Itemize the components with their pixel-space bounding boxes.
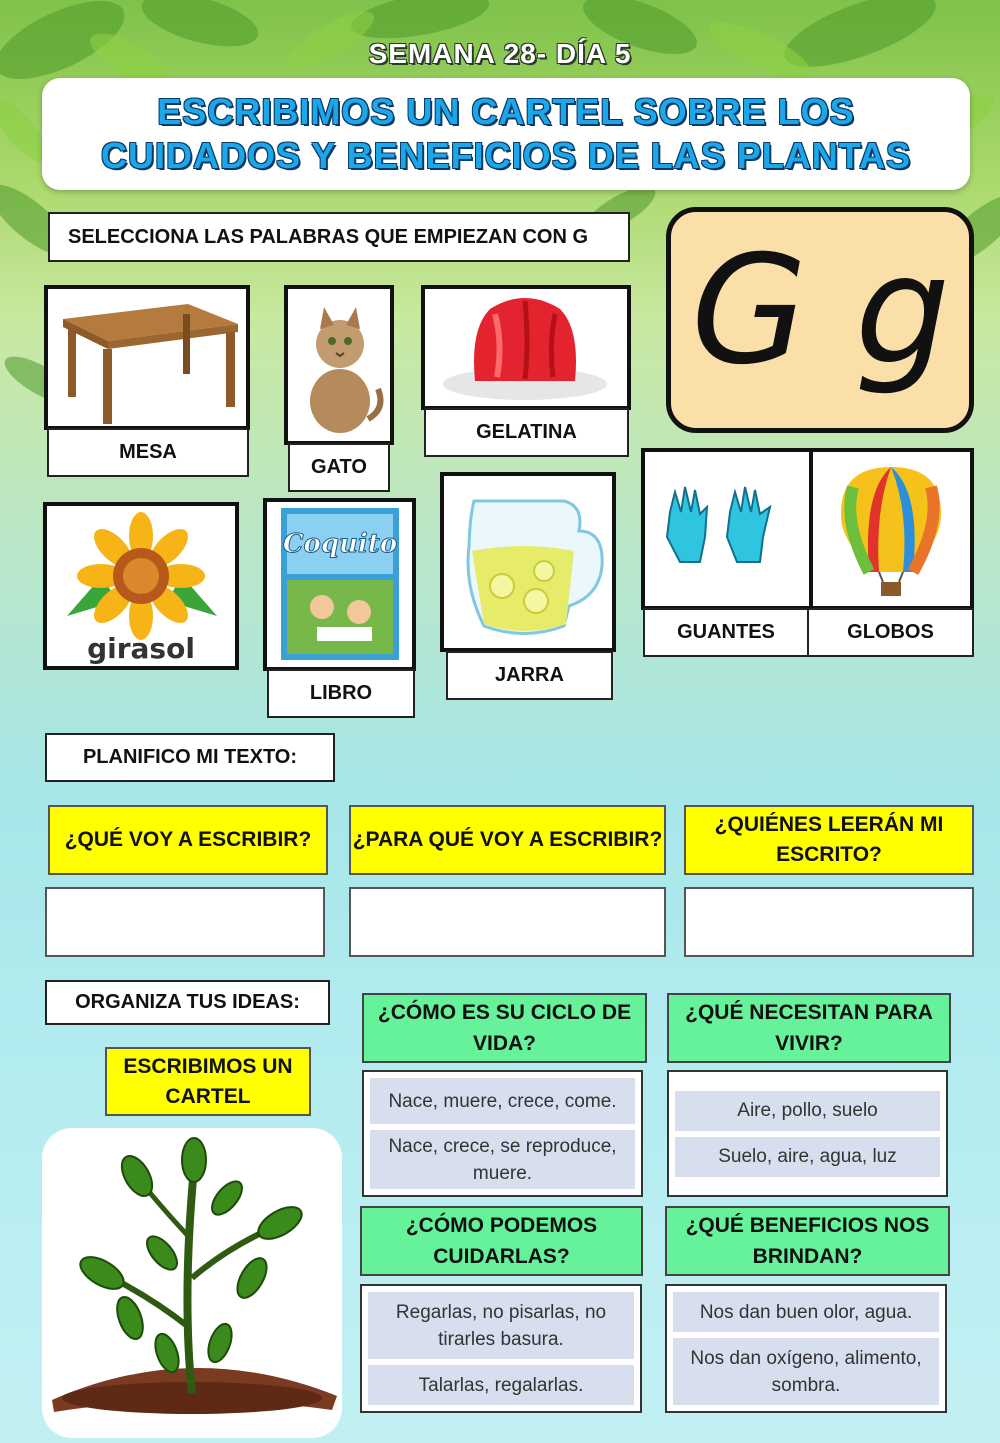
needs-options — [667, 1070, 948, 1197]
table-icon — [48, 289, 246, 426]
organize-heading: ORGANIZA TUS IDEAS: — [45, 980, 330, 1025]
word-libro-button[interactable]: LIBRO — [267, 669, 415, 718]
letter-g-card — [666, 207, 974, 433]
option-care-2[interactable]: Talarlas, regalarlas. — [368, 1365, 634, 1405]
word-globos-button[interactable]: GLOBOS — [807, 608, 974, 657]
plan-question-why: ¿PARA QUÉ VOY A ESCRIBIR? — [349, 805, 666, 875]
cartel-label: ESCRIBIMOS UN CARTEL — [105, 1047, 311, 1116]
question-needs: ¿QUÉ NECESITAN PARA VIVIR? — [667, 993, 951, 1063]
plant-icon — [42, 1128, 342, 1438]
book-cover-title: Coquito — [282, 529, 398, 559]
plan-answer-who-dropzone[interactable] — [684, 887, 974, 957]
plan-answer-what-dropzone[interactable] — [45, 887, 325, 957]
sunflower-icon — [47, 506, 235, 666]
plan-answer-why-dropzone[interactable] — [349, 887, 666, 957]
mesa-image[interactable] — [44, 285, 250, 430]
word-jarra-button[interactable]: JARRA — [446, 651, 613, 700]
select-instruction: SELECCIONA LAS PALABRAS QUE EMPIEZAN CON G — [48, 212, 630, 262]
question-benefits: ¿QUÉ BENEFICIOS NOS BRINDAN? — [665, 1206, 950, 1276]
letter-card-text: G g — [691, 224, 951, 398]
option-care-1[interactable]: Regarlas, no pisarlas, no tirarles basura. — [368, 1292, 634, 1359]
option-life-cycle-2[interactable]: Nace, crece, se reproduce, muere. — [370, 1130, 635, 1189]
book-icon — [267, 502, 412, 667]
option-needs-2[interactable]: Suelo, aire, agua, luz — [675, 1137, 940, 1177]
week-day-label: SEMANA 28- DÍA 5 — [368, 38, 632, 69]
life-cycle-options — [362, 1070, 643, 1197]
girasol-image-text: girasol — [87, 632, 195, 665]
gato-image[interactable] — [284, 285, 394, 445]
pitcher-icon — [444, 476, 612, 648]
letter-g-glyph — [671, 212, 969, 428]
libro-image[interactable] — [263, 498, 416, 671]
plan-question-who: ¿QUIÉNES LEERÁN MI ESCRITO? — [684, 805, 974, 875]
word-gelatina-button[interactable]: GELATINA — [424, 408, 629, 457]
gelatina-image[interactable] — [421, 285, 631, 410]
word-guantes-button[interactable]: GUANTES — [643, 608, 809, 657]
question-life-cycle: ¿CÓMO ES SU CICLO DE VIDA? — [362, 993, 647, 1063]
cat-icon — [288, 289, 390, 441]
jelly-icon — [425, 289, 627, 406]
page-title-line-2: CUIDADOS Y BENEFICIOS DE LAS PLANTAS — [100, 135, 912, 176]
option-benefits-1[interactable]: Nos dan buen olor, agua. — [673, 1292, 939, 1332]
question-care: ¿CÓMO PODEMOS CUIDARLAS? — [360, 1206, 643, 1276]
plan-heading: PLANIFICO MI TEXTO: — [45, 733, 335, 782]
page-title-line-1: ESCRIBIMOS UN CARTEL SOBRE LOS — [157, 91, 855, 132]
option-benefits-2[interactable]: Nos dan oxígeno, alimento, sombra. — [673, 1338, 939, 1405]
word-gato-button[interactable]: GATO — [288, 443, 390, 492]
care-options — [360, 1284, 642, 1413]
word-mesa-button[interactable]: MESA — [47, 428, 249, 477]
jarra-image[interactable] — [440, 472, 616, 652]
gloves-icon — [645, 452, 809, 606]
benefits-options — [665, 1284, 947, 1413]
option-life-cycle-1[interactable]: Nace, muere, crece, come. — [370, 1078, 635, 1124]
plant-image-card — [42, 1128, 342, 1438]
page-title-box — [42, 78, 970, 190]
option-needs-1[interactable]: Aire, pollo, suelo — [675, 1091, 940, 1131]
hot-air-balloon-icon — [813, 452, 970, 606]
plan-question-what: ¿QUÉ VOY A ESCRIBIR? — [48, 805, 328, 875]
girasol-image[interactable] — [43, 502, 239, 670]
guantes-globos-image[interactable] — [641, 448, 974, 610]
